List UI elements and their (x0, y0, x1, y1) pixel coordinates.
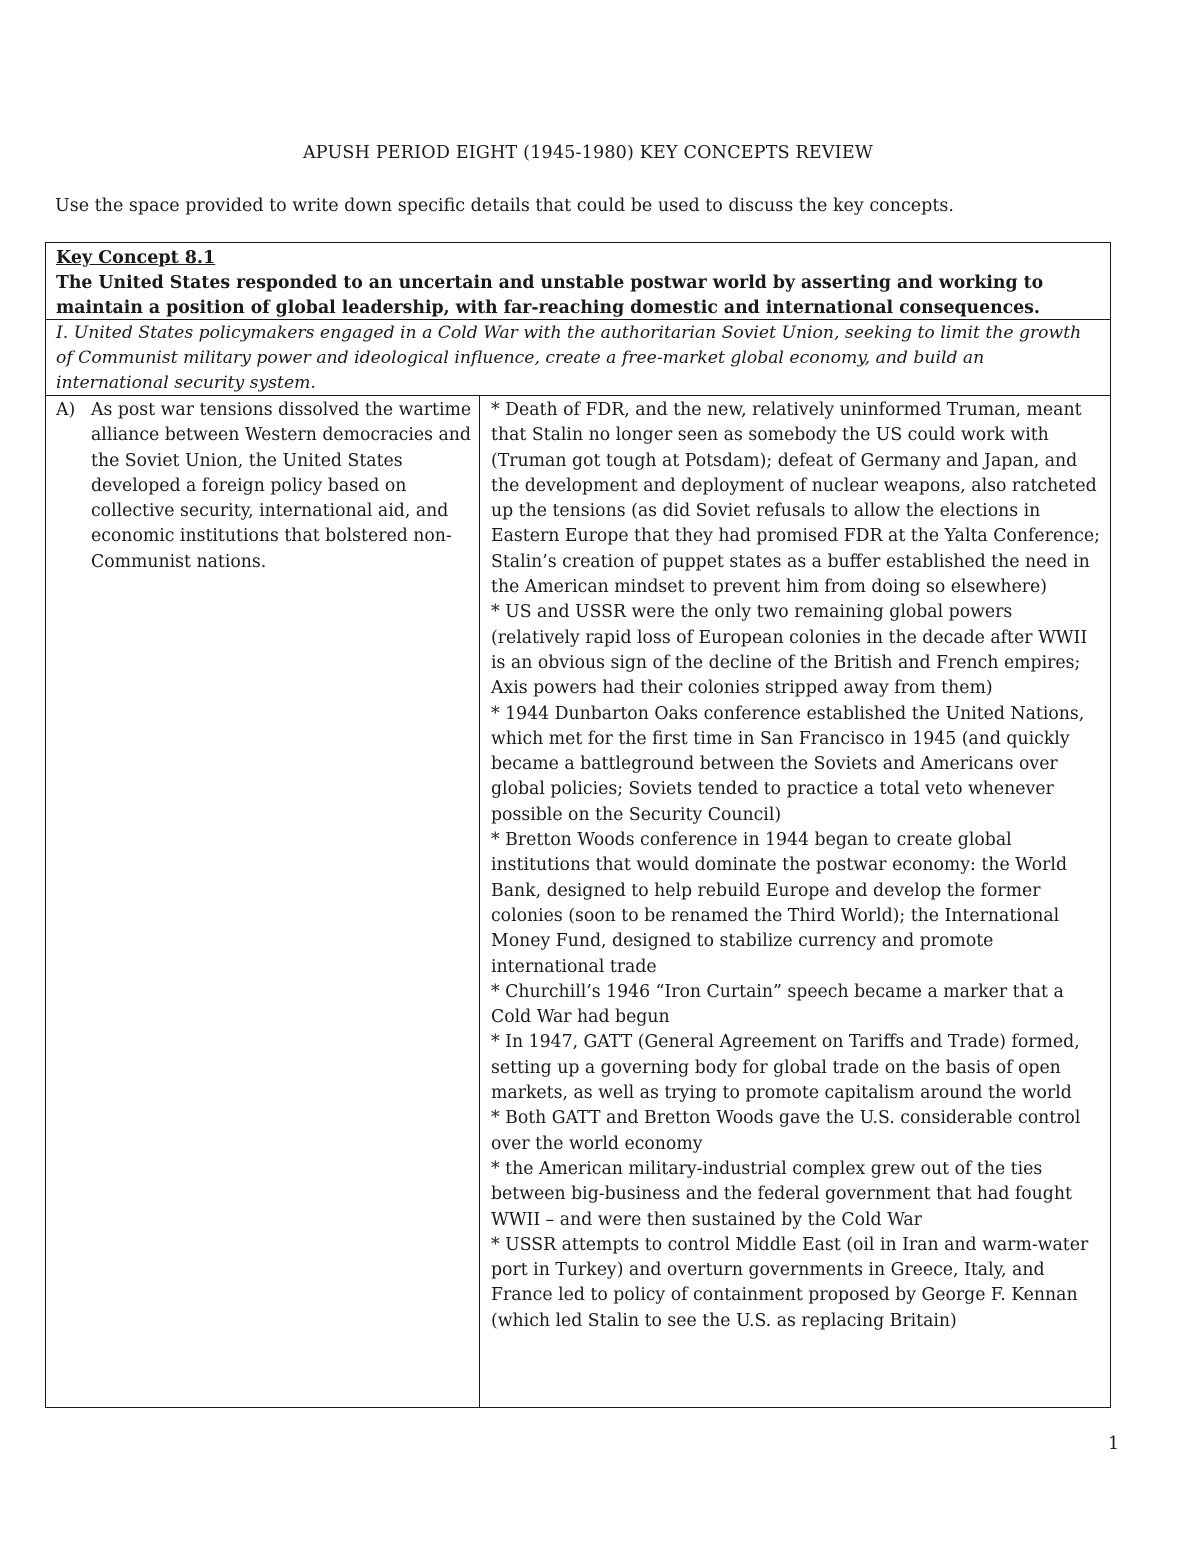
concept-header (46, 243, 1110, 320)
details-column (480, 396, 1110, 1407)
detail-entry: * Both GATT and Bretton Woods gave the U.S. considerable control over the world economy (491, 1108, 1081, 1154)
detail-entry: * Bretton Woods conference in 1944 began to create global institutions that would dominate the postwar economy: the World Bank, designed to help rebuild Europe and develop the former colonies (soon to be renamed the Third World); the International Money Fund, designed to stabilize currency and promote international trade (491, 830, 1068, 977)
instructions: Use the space provided to write down specific details that could be used to discuss the key concepts. (55, 196, 954, 216)
item-text: As post war tensions dissolved the wartime alliance between Western democracies and the Soviet Union, the United States developed a foreign policy based on collective security, international aid, and economic institutions that bolstered non-Communist nations. (91, 400, 472, 572)
key-concept-table (45, 242, 1111, 1408)
detail-entry: * Death of FDR, and the new, relatively uninformed Truman, meant that Stalin no longer seen as somebody the US could work with (Truman got tough at Potsdam); defeat of Germany and Japan, and the development and deployment of nuclear weapons, also ratcheted up the tensions (as did Soviet refusals to allow the elections in Eastern Europe that they had promised FDR at the Yalta Conference; Stalin’s creation of puppet states as a buffer established the need in the American mindset to prevent him from doing so elsewhere) (491, 400, 1100, 598)
detail-entry: * Churchill’s 1946 “Iron Curtain” speech became a marker that a Cold War had begun (491, 981, 1064, 1028)
concept-statement: The United States responded to an uncertain and unstable postwar world by asserting and working to maintain a position of global leadership, with far-reaching domestic and international consequences. (56, 273, 1044, 318)
detail-entry: * US and USSR were the only two remaining global powers (relatively rapid loss of European colonies in the decade after WWII is an obvious sign of the decline of the British and French empires; Axis powers had their colonies stripped away from them) (491, 602, 1088, 699)
item-column (46, 396, 480, 1407)
page-title: APUSH PERIOD EIGHT (1945-1980) KEY CONCEPTS REVIEW (302, 143, 874, 163)
detail-entry: * USSR attempts to control Middle East (oil in Iran and warm-water port in Turkey) and overturn governments in Greece, Italy, and France led to policy of containment proposed by George F. Kennan (which led Stalin to see the U.S. as replacing Britain) (491, 1234, 1089, 1331)
page-number: 1 (1108, 1434, 1120, 1454)
detail-entry: * In 1947, GATT (General Agreement on Tariffs and Trade) formed, setting up a governing body for global trade on the basis of open markets, as well as trying to promote capitalism around the world (491, 1032, 1080, 1104)
detail-entry: * the American military-industrial complex grew out of the ties between big-business and the federal government that had fought WWII – and were then sustained by the Cold War (491, 1158, 1072, 1230)
subconcept-heading: I. United States policymakers engaged in a Cold War with the authoritarian Soviet Union, seeking to limit the growth of Communist military power and ideological influence, create a free-market global economy, and build an international security system. (46, 320, 1110, 396)
detail-entry: * 1944 Dunbarton Oaks conference established the United Nations, which met for the first time in San Francisco in 1945 (and quickly became a battleground between the Soviets and Americans over global policies; Soviets tended to practice a total veto whenever possible on the Security Council) (491, 703, 1085, 825)
concept-label: Key Concept 8.1 (56, 248, 216, 268)
item-letter: A) (56, 400, 76, 420)
